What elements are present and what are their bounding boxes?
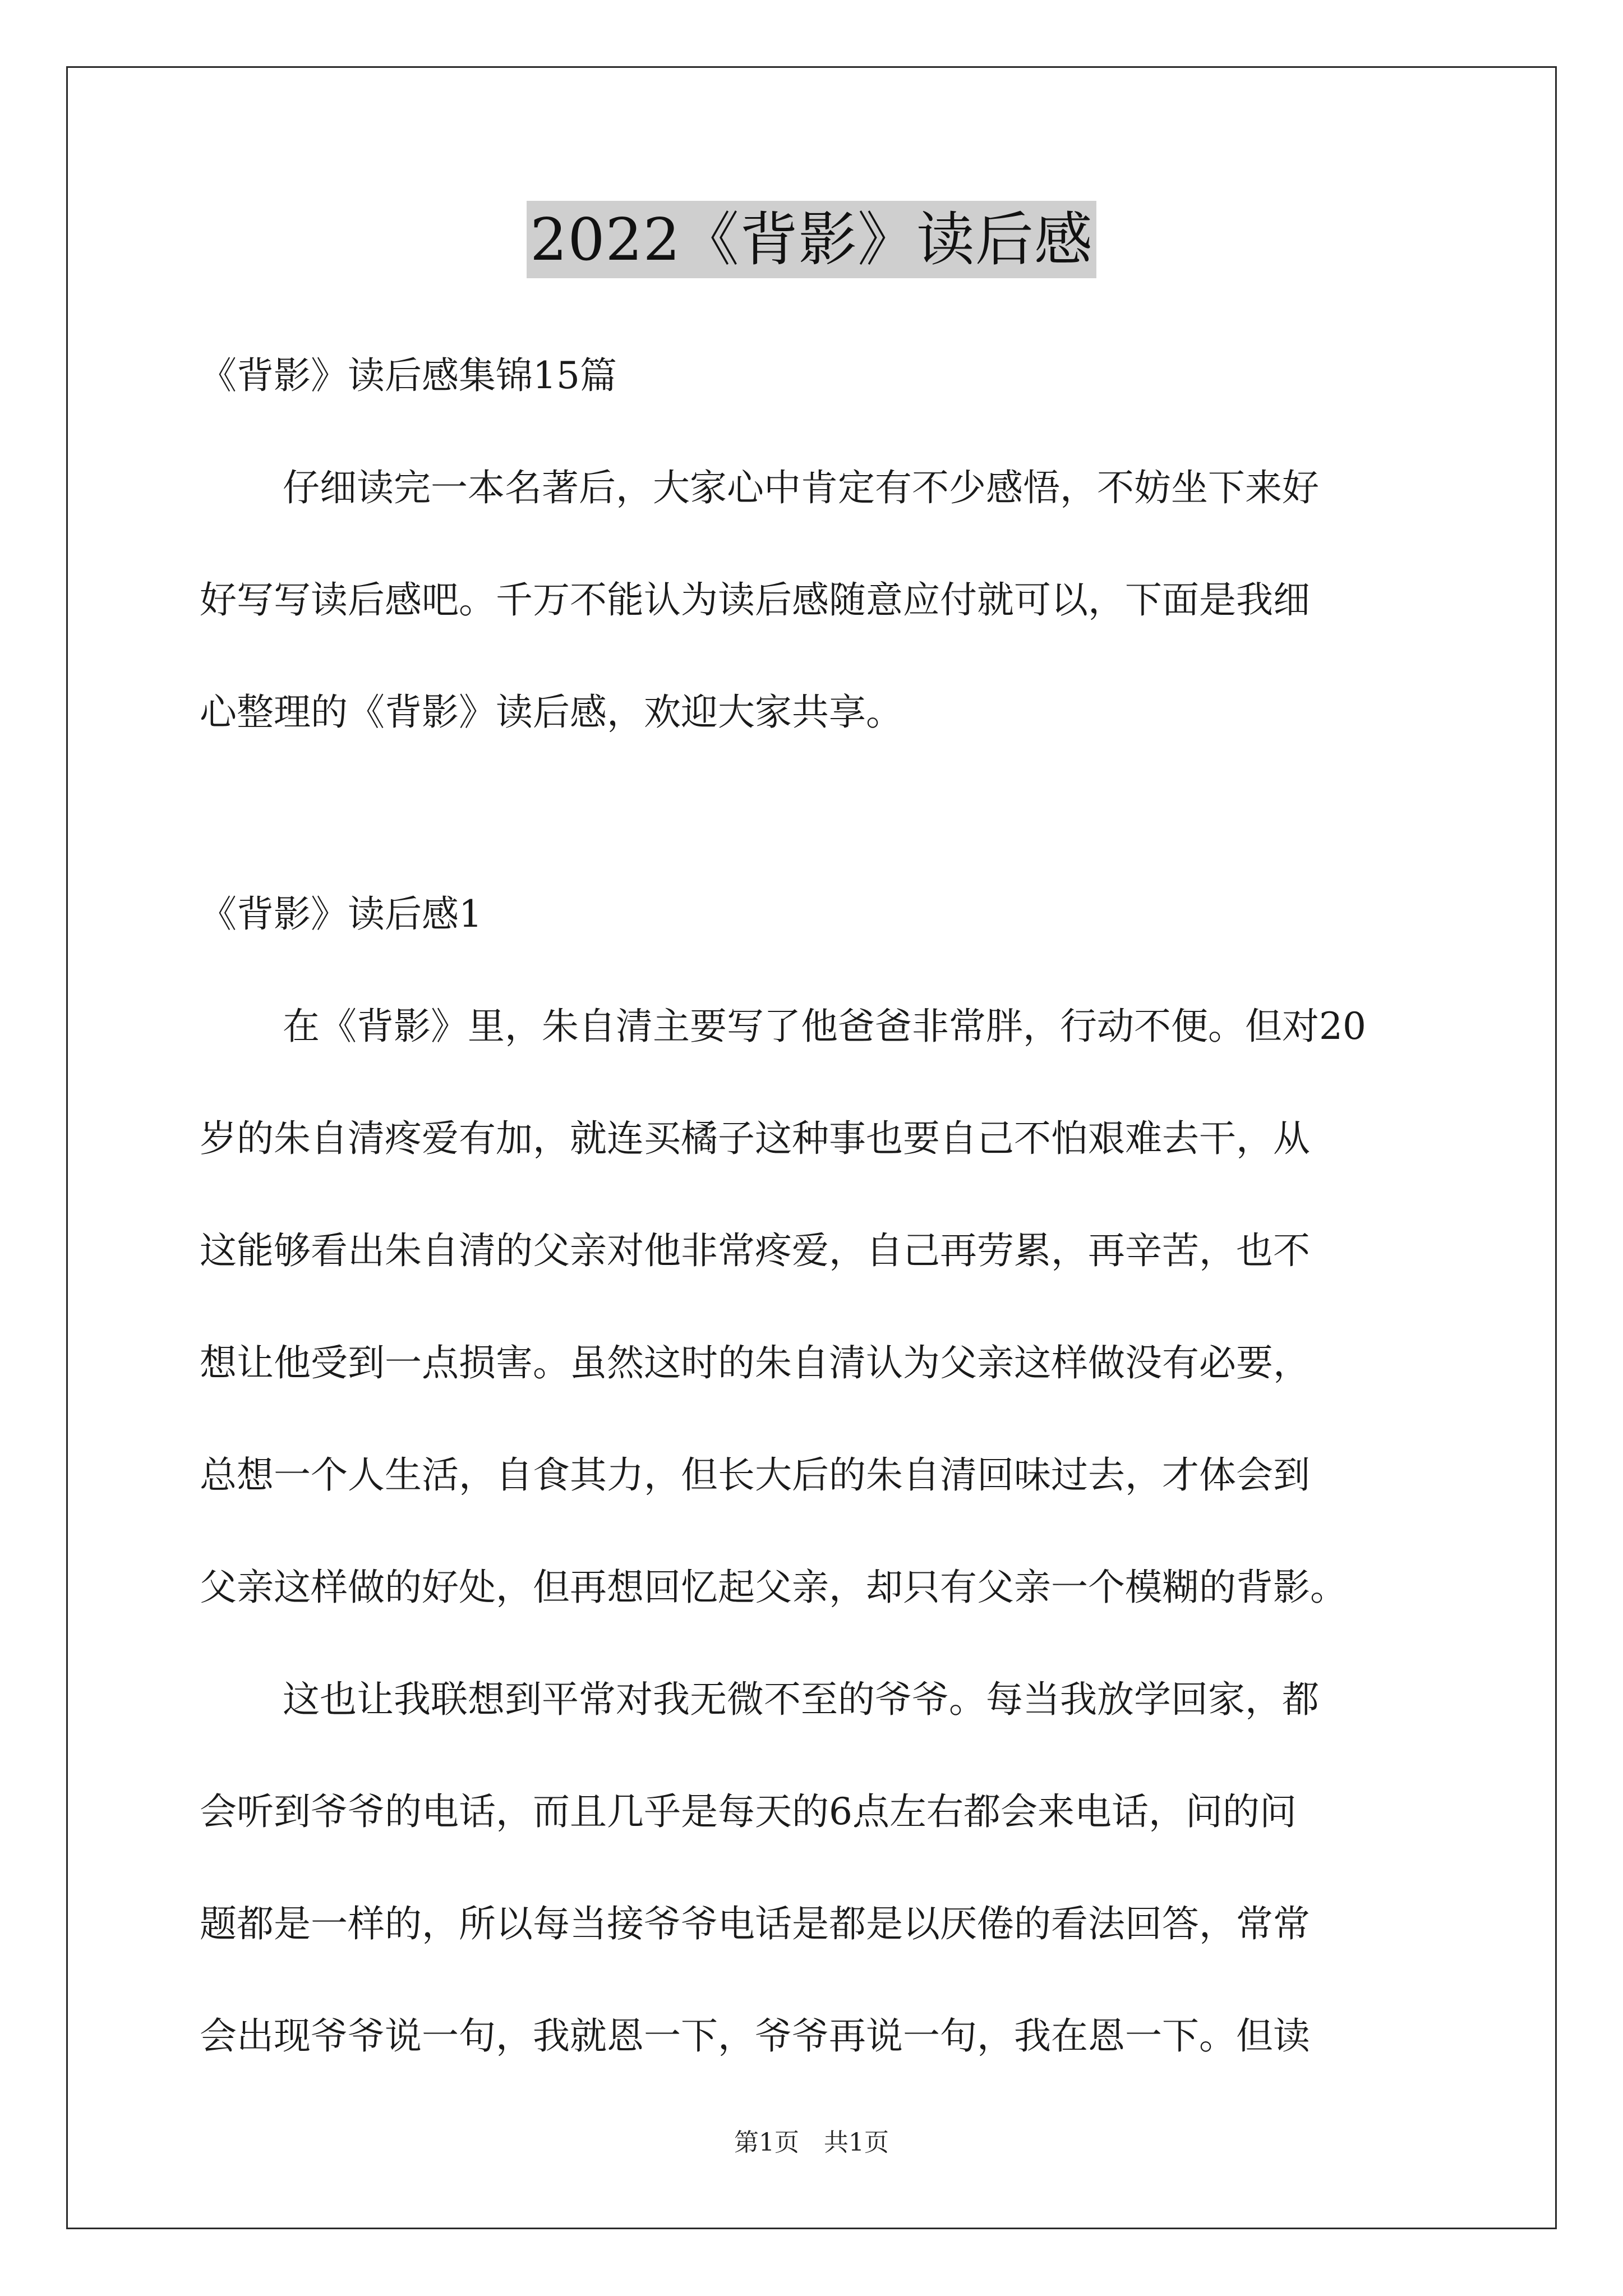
intro-line: 心整理的《背影》读后感，欢迎大家共享。	[200, 691, 903, 734]
title-container	[0, 201, 1623, 278]
paragraph-line: 想让他受到一点损害。虽然这时的朱自清认为父亲这样做没有必要，	[200, 1341, 1310, 1384]
page-footer	[0, 2126, 1623, 2160]
paragraph-line: 总想一个人生活，自食其力，但长大后的朱自清回味过去，才体会到	[200, 1453, 1310, 1497]
document-title: 2022《背影》读后感	[527, 201, 1096, 278]
paragraph-line: 这能够看出朱自清的父亲对他非常疼爱，自己再劳累，再辛苦，也不	[200, 1229, 1310, 1272]
paragraph-line: 题都是一样的，所以每当接爷爷电话是都是以厌倦的看法回答，常常	[200, 1902, 1310, 1945]
paragraph-line: 岁的朱自清疼爱有加，就连买橘子这种事也要自己不怕艰难去干，从	[200, 1117, 1310, 1160]
paragraph-2	[200, 1644, 1445, 2092]
section-heading-block	[200, 858, 1445, 970]
document-subtitle: 《背影》读后感集锦15篇	[200, 354, 617, 397]
intro-paragraph	[200, 432, 1445, 769]
section-heading: 《背影》读后感1	[200, 892, 482, 936]
paragraph-line: 会出现爷爷说一句，我就恩一下，爷爷再说一句，我在恩一下。但读	[200, 2014, 1310, 2058]
paragraph-line: 父亲这样做的好处，但再想回忆起父亲，却只有父亲一个模糊的背影。	[200, 1566, 1347, 1609]
subtitle-block	[200, 320, 1445, 432]
paragraph-line: 这也让我联想到平常对我无微不至的爷爷。每当我放学回家，都	[283, 1678, 1319, 1721]
paragraph-1	[200, 970, 1445, 1644]
paragraph-line: 会听到爷爷的电话，而且几乎是每天的6点左右都会来电话，问的问	[200, 1790, 1297, 1833]
page-number: 第1页 共1页	[734, 2128, 889, 2157]
intro-line: 仔细读完一本名著后，大家心中肯定有不少感悟，不妨坐下来好	[283, 466, 1319, 509]
paragraph-line: 在《背影》里，朱自清主要写了他爸爸非常胖，行动不便。但对20	[283, 1005, 1366, 1048]
intro-line: 好写写读后感吧。千万不能认为读后感随意应付就可以，下面是我细	[200, 578, 1310, 622]
